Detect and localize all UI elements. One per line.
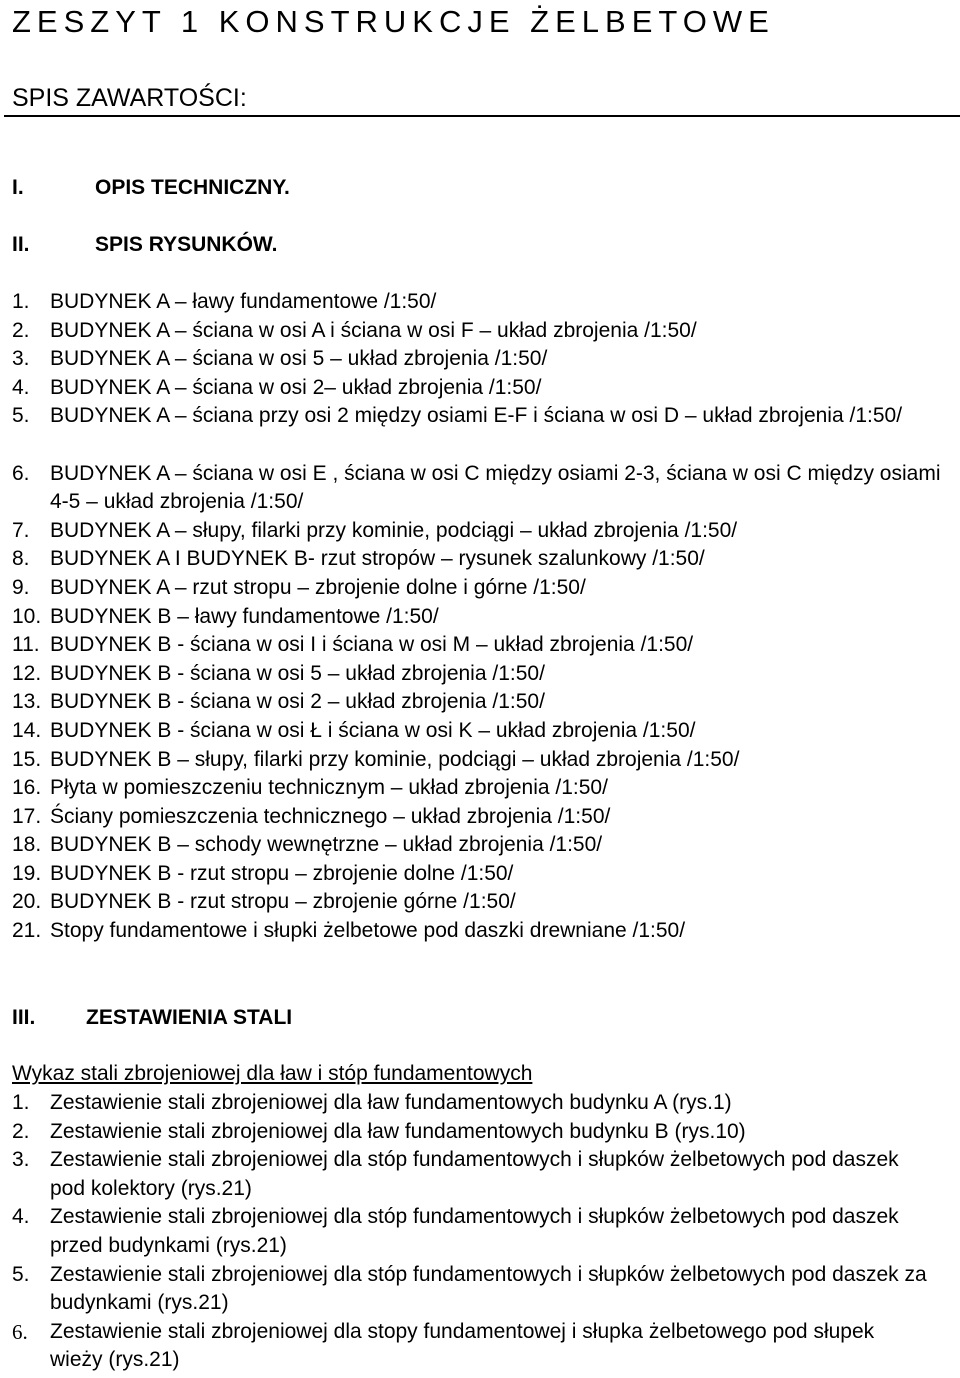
item-text: BUDYNEK B - ściana w osi 2 – układ zbrojenia /1:50/ xyxy=(50,690,545,714)
item-number: 18. xyxy=(12,833,42,857)
item-text: Zestawienie stali zbrojeniowej dla stopy fundamentowej i słupka żelbetowego pod słupek wieży (rys.21) xyxy=(50,1319,875,1372)
item-text: BUDYNEK A – ściana w osi 5 – układ zbrojenia /1:50/ xyxy=(50,347,548,371)
list-item xyxy=(12,803,960,832)
item-text: BUDYNEK A – słupy, filarki przy kominie, podciągi – układ zbrojenia /1:50/ xyxy=(50,518,738,542)
item-number: 6. xyxy=(12,1319,28,1344)
list-item xyxy=(12,774,960,803)
list-item xyxy=(12,574,960,603)
item-text: BUDYNEK B – ławy fundamentowe /1:50/ xyxy=(50,604,439,628)
item-text: BUDYNEK B - rzut stropu – zbrojenie górne /1:50/ xyxy=(50,890,516,914)
list-item xyxy=(12,1318,960,1375)
list-item xyxy=(12,688,960,717)
item-text: Stopy fundamentowe i słupki żelbetowe pod daszki drewniane /1:50/ xyxy=(50,919,686,943)
list-item xyxy=(12,402,960,459)
item-number: 14. xyxy=(12,718,42,742)
list-item xyxy=(12,631,960,660)
item-text: BUDYNEK A – rzut stropu – zbrojenie dolne i górne /1:50/ xyxy=(50,575,586,599)
item-text: BUDYNEK B – schody wewnętrzne – układ zbrojenia /1:50/ xyxy=(50,833,603,857)
item-number: 21. xyxy=(12,919,42,943)
item-text: BUDYNEK A – ściana w osi 2– układ zbrojenia /1:50/ xyxy=(50,375,542,399)
item-text: BUDYNEK A – ściana przy osi 2 między osiami E-F i ściana w osi D – układ zbrojenia /1:50/ xyxy=(50,404,903,428)
list-item xyxy=(12,860,960,889)
item-text: BUDYNEK B - ściana w osi Ł i ściana w osi K – układ zbrojenia /1:50/ xyxy=(50,718,696,742)
item-number: 5. xyxy=(12,404,30,428)
item-number: 3. xyxy=(12,1148,30,1172)
item-number: 12. xyxy=(12,661,42,685)
list-item xyxy=(12,1261,960,1318)
item-text: Zestawienie stali zbrojeniowej dla ław fundamentowych budynku B (rys.10) xyxy=(50,1119,746,1143)
list-item xyxy=(12,746,960,775)
heading-divider xyxy=(4,115,960,117)
item-text: BUDYNEK B - ściana w osi I i ściana w osi M – układ zbrojenia /1:50/ xyxy=(50,633,694,657)
steel-list xyxy=(12,1089,960,1375)
item-text: BUDYNEK A – ławy fundamentowe /1:50/ xyxy=(50,290,437,313)
item-text: BUDYNEK A I BUDYNEK B- rzut stropów – rysunek szalunkowy /1:50/ xyxy=(50,547,705,571)
item-number: 19. xyxy=(12,861,42,885)
list-item xyxy=(12,345,960,374)
item-text: Zestawienie stali zbrojeniowej dla stóp fundamentowych i słupków żelbetowych pod daszek pod kolektory (rys.21) xyxy=(50,1148,899,1200)
item-number: 6. xyxy=(12,461,30,485)
item-number: 15. xyxy=(12,747,42,771)
section-number: II. xyxy=(12,233,30,256)
section-title: OPIS TECHNICZNY. xyxy=(95,176,290,199)
list-item xyxy=(12,660,960,689)
item-number: 9. xyxy=(12,575,30,599)
item-number: 4. xyxy=(12,1205,30,1229)
section-title: SPIS RYSUNKÓW. xyxy=(95,233,278,256)
item-number: 3. xyxy=(12,347,30,371)
item-number: 7. xyxy=(12,518,30,542)
item-number: 16. xyxy=(12,776,42,800)
item-number: 17. xyxy=(12,804,42,828)
item-number: 10. xyxy=(12,604,42,628)
list-item xyxy=(12,888,960,917)
item-number: 5. xyxy=(12,1262,30,1286)
list-item xyxy=(12,317,960,346)
item-number: 4. xyxy=(12,375,30,399)
item-number: 2. xyxy=(12,318,30,342)
toc-heading: SPIS ZAWARTOŚCI: xyxy=(12,84,247,112)
list-item xyxy=(12,288,960,317)
item-text: BUDYNEK B - rzut stropu – zbrojenie dolne /1:50/ xyxy=(50,861,514,885)
item-text: BUDYNEK A – ściana w osi A i ściana w osi F – układ zbrojenia /1:50/ xyxy=(50,318,697,342)
item-number: 11. xyxy=(12,633,40,657)
item-number: 13. xyxy=(12,690,42,714)
item-text: BUDYNEK A – ściana w osi E , ściana w osi C między osiami 2-3, ściana w osi C między osiami 4-5 – układ zbrojenia /1:50/ xyxy=(50,461,941,514)
steel-subheading: Wykaz stali zbrojeniowej dla ław i stóp fundamentowych xyxy=(12,1062,533,1085)
list-item xyxy=(12,545,960,574)
list-item xyxy=(12,374,960,403)
list-item xyxy=(12,717,960,746)
item-text: Płyta w pomieszczeniu technicznym – układ zbrojenia /1:50/ xyxy=(50,776,608,800)
section-number: III. xyxy=(12,1006,36,1029)
item-number: 8. xyxy=(12,547,30,571)
item-text: Zestawienie stali zbrojeniowej dla stóp fundamentowych i słupków żelbetowych pod daszek za budynkami (rys.21) xyxy=(50,1262,927,1315)
list-item xyxy=(12,1203,960,1260)
drawings-list xyxy=(12,288,960,946)
item-number: 2. xyxy=(12,1119,30,1143)
item-text: BUDYNEK B - ściana w osi 5 – układ zbrojenia /1:50/ xyxy=(50,661,545,685)
list-item xyxy=(12,1089,960,1118)
list-item xyxy=(12,603,960,632)
item-text: Zestawienie stali zbrojeniowej dla stóp fundamentowych i słupków żelbetowych pod daszek przed budynkami (rys.21) xyxy=(50,1205,899,1257)
document-title: ZESZYT 1 KONSTRUKCJE ŻELBETOWE xyxy=(12,4,775,39)
item-number: 1. xyxy=(12,1091,30,1114)
item-number: 1. xyxy=(12,290,30,313)
list-item xyxy=(12,1146,960,1203)
item-number: 20. xyxy=(12,890,42,914)
list-item xyxy=(12,917,960,946)
section-title: ZESTAWIENIA STALI xyxy=(86,1006,293,1029)
list-item xyxy=(12,517,960,546)
list-item xyxy=(12,831,960,860)
item-text: Zestawienie stali zbrojeniowej dla ław fundamentowych budynku A (rys.1) xyxy=(50,1091,732,1114)
list-item xyxy=(12,460,960,517)
list-item xyxy=(12,1118,960,1147)
item-text: Ściany pomieszczenia technicznego – układ zbrojenia /1:50/ xyxy=(50,804,611,828)
section-number: I. xyxy=(12,176,24,199)
item-text: BUDYNEK B – słupy, filarki przy kominie, podciągi – układ zbrojenia /1:50/ xyxy=(50,747,740,771)
